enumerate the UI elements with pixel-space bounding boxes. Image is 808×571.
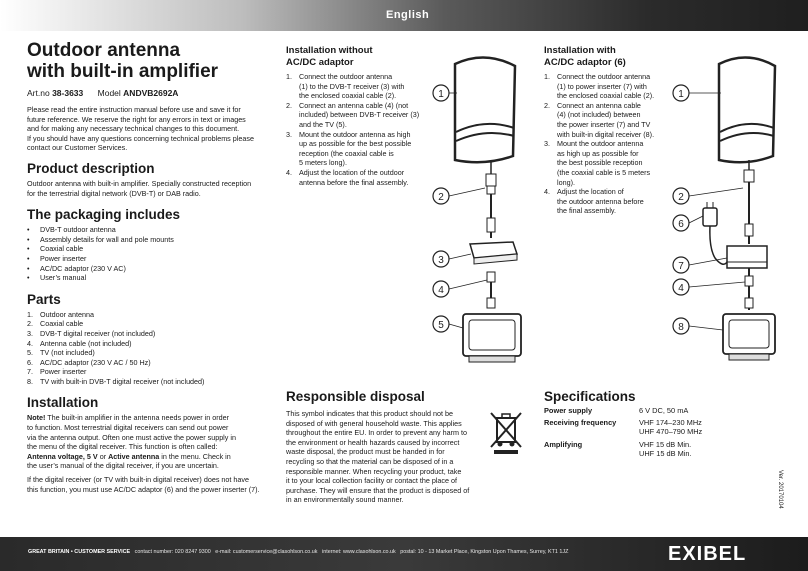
list-item: • Coaxial cable bbox=[27, 244, 84, 254]
version-label: Ver. 20170104 bbox=[777, 470, 783, 509]
list-item: 4. Adjust the location of the outdoor antenna before the final assembly. bbox=[544, 187, 644, 216]
list-item: 3. DVB-T digital receiver (not included) bbox=[27, 328, 156, 338]
install-without-heading: Installation without AC/DC adaptor bbox=[286, 45, 373, 68]
footer-contact-line: GREAT BRITAIN • CUSTOMER SERVICE contact number: 020 8247 9300 e-mail: customerservice@clasohlson.co.uk internet: www.clasohlson.co.uk postal: 10 - 13 Market Place, Kingston Upon Thames, Surrey, KT1 1JZ bbox=[28, 549, 569, 555]
installation-heading: Installation bbox=[27, 395, 99, 411]
column-without-adaptor bbox=[286, 45, 441, 187]
installation-note: Note! The built-in amplifier in the antenna needs power in order to function. Most terrestrial digital receivers can send out power via the antenna output. Often one must active the power supply in the menu of the digital receiver. This function is often called: Antenna voltage, 5 V or Active antenna in the menu. Check in the user’s manual of the digital receiver, if you are uncertain. bbox=[27, 413, 236, 471]
list-item: 7. Power inserter bbox=[27, 367, 87, 377]
installation-text: If the digital receiver (or TV with built-in digital receiver) does not have this function, you must use AC/DC adaptor (6) and the power inserter (7). bbox=[27, 475, 260, 494]
spec-frequency-value: UHF 470–790 MHz bbox=[639, 427, 703, 436]
svg-text:5: 5 bbox=[438, 320, 444, 331]
list-item: • AC/DC adaptor (230 V AC) bbox=[27, 263, 126, 273]
language-label: English bbox=[386, 9, 430, 21]
antenna-cable bbox=[745, 268, 753, 310]
list-item: 2. Connect an antenna cable (4) (not included) between the power inserter (7) and TV with built-in digital receiver (8). bbox=[544, 100, 655, 139]
list-item: 4. Adjust the location of the outdoor antenna before the final assembly. bbox=[286, 167, 409, 187]
weee-bin-icon bbox=[488, 410, 524, 456]
disposal-heading: Responsible disposal bbox=[286, 389, 425, 404]
installation-diagram-with-adaptor bbox=[665, 48, 790, 378]
dvb-t-receiver bbox=[470, 242, 517, 264]
svg-text:8: 8 bbox=[678, 322, 684, 333]
intro-text: Please read the entire instruction manual before use and save it for future reference. We reserve the right for any errors in text or images and for making any necessary technical changes to this document. If you should have any questions concerning technical problems please contact our Customer Services. bbox=[27, 105, 254, 153]
list-item: 1. Connect the outdoor antenna (1) to the DVB-T receiver (3) with the enclosed coaxial cable (2). bbox=[286, 72, 405, 101]
svg-text:7: 7 bbox=[678, 261, 684, 272]
coaxial-cable bbox=[744, 160, 754, 244]
spec-power-label: Power supply bbox=[544, 406, 593, 415]
tv-illustration bbox=[463, 314, 521, 362]
list-item: 6. AC/DC adaptor (230 V AC / 50 Hz) bbox=[27, 357, 151, 367]
page-title: Outdoor antenna with built-in amplifier bbox=[27, 40, 219, 82]
exibel-logo: EXIBEL bbox=[668, 543, 747, 565]
spec-frequency-value: VHF 174–230 MHz bbox=[639, 418, 702, 427]
footer-bar bbox=[0, 537, 808, 571]
antenna-cable bbox=[487, 272, 495, 308]
label-2 bbox=[673, 188, 689, 204]
list-item: • User’s manual bbox=[27, 273, 87, 283]
list-item: 4. Antenna cable (not included) bbox=[27, 338, 132, 348]
list-item: 2. Coaxial cable bbox=[27, 319, 84, 329]
svg-text:3: 3 bbox=[438, 255, 444, 266]
packaging-heading: The packaging includes bbox=[27, 207, 181, 223]
product-description-heading: Product description bbox=[27, 160, 155, 176]
label-6 bbox=[673, 215, 689, 231]
parts-heading: Parts bbox=[27, 291, 61, 307]
spec-amplifying-label: Amplifying bbox=[544, 440, 583, 449]
product-description-text: Outdoor antenna with built-in amplifier. Specially constructed reception for the terrestrial digital network (DVB-T) or DAB radio. bbox=[27, 178, 252, 198]
svg-text:6: 6 bbox=[678, 219, 684, 230]
install-without-steps bbox=[286, 72, 441, 187]
label-3 bbox=[433, 251, 449, 267]
label-4 bbox=[433, 281, 449, 297]
install-with-heading: Installation with AC/DC adaptor (6) bbox=[544, 45, 626, 68]
disposal-text: This symbol indicates that this product should not be disposed of with general household waste. This applies throughout the entire EU. In order to prevent any harm to the environment or health hazards caused by incorrect waste disposal, the product must be handed in for recycling so that the material can be disposed of in a responsible manner. When recycling your product, take it to your local collection facility or contact the place of purchase. They will ensure that the product is disposed of in an environmentally sound manner. bbox=[286, 409, 470, 505]
antenna-illustration bbox=[455, 57, 515, 162]
svg-text:4: 4 bbox=[438, 285, 444, 296]
label-4 bbox=[673, 279, 689, 295]
list-item: 1. Outdoor antenna bbox=[27, 309, 94, 319]
specifications-section bbox=[544, 389, 764, 405]
svg-text:1: 1 bbox=[678, 89, 684, 100]
label-8 bbox=[673, 318, 689, 334]
tv-illustration bbox=[723, 314, 775, 360]
spec-power-value: 6 V DC, 50 mA bbox=[639, 406, 689, 415]
label-5 bbox=[433, 316, 449, 332]
antenna-illustration bbox=[719, 57, 775, 162]
article-info: Art.no 38-3633 Model ANDVB2692A bbox=[27, 88, 179, 98]
parts-list bbox=[27, 310, 277, 387]
label-7 bbox=[673, 257, 689, 273]
list-item: 1. Connect the outdoor antenna (1) to power inserter (7) with the enclosed coaxial cable (2). bbox=[544, 72, 655, 101]
list-item: • DVB-T outdoor antenna bbox=[27, 225, 116, 235]
list-item: 5. TV (not included) bbox=[27, 348, 95, 358]
installation-diagram-without-adaptor bbox=[425, 48, 535, 378]
label-2 bbox=[433, 188, 449, 204]
coaxial-cable bbox=[486, 160, 496, 238]
specifications-heading: Specifications bbox=[544, 389, 636, 404]
spec-frequency-label: Receiving frequency bbox=[544, 418, 617, 427]
ac-dc-adaptor bbox=[703, 202, 727, 264]
spec-amplifying-value: VHF 15 dB Min. bbox=[639, 440, 692, 449]
label-1 bbox=[673, 85, 689, 101]
svg-text:2: 2 bbox=[438, 192, 444, 203]
power-inserter bbox=[727, 246, 767, 268]
svg-text:1: 1 bbox=[438, 89, 444, 100]
list-item: 3. Mount the outdoor antenna as high up as possible for the best possible reception (the coaxial cable is 5 meters long). bbox=[544, 139, 651, 187]
svg-text:4: 4 bbox=[678, 283, 684, 294]
spec-amplifying-value: UHF 15 dB Min. bbox=[639, 449, 692, 458]
language-bar bbox=[0, 0, 808, 31]
list-item: • Power inserter bbox=[27, 253, 87, 263]
svg-text:2: 2 bbox=[678, 192, 684, 203]
label-1 bbox=[433, 85, 449, 101]
list-item: 2. Connect an antenna cable (4) (not included) between DVB-T receiver (3) and the TV (5). bbox=[286, 100, 420, 129]
list-item: • Assembly details for wall and pole mounts bbox=[27, 234, 174, 244]
column-intro bbox=[27, 40, 277, 494]
packaging-list bbox=[27, 225, 277, 283]
list-item: 8. TV with built-in DVB-T digital receiver (not included) bbox=[27, 376, 205, 386]
list-item: 3. Mount the outdoor antenna as high up as possible for the best possible reception (the coaxial cable is 5 meters long). bbox=[286, 129, 412, 168]
